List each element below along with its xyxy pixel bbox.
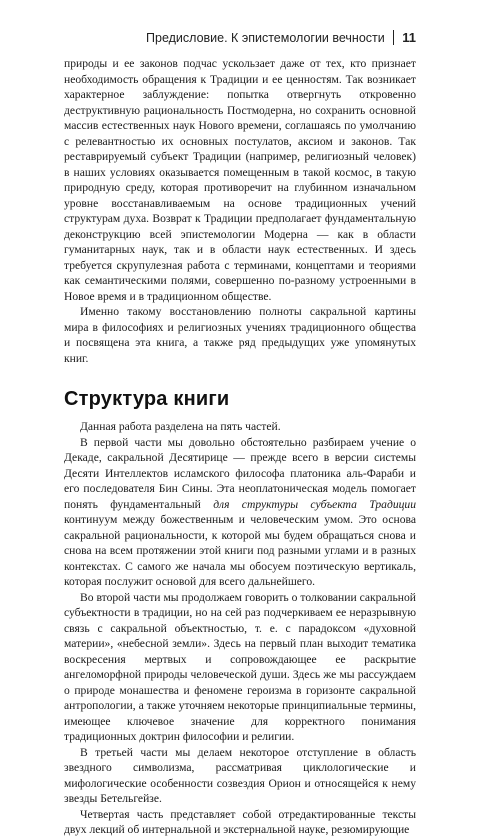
emphasis-text: для структуры субъекта Традиции: [213, 497, 417, 511]
section-paragraph: Данная работа разделена на пять частей.: [80, 420, 281, 433]
section-paragraph: В третьей части мы делаем некоторое отступление в область звездного символизма, рассматривая циклологические и мифологические особенности созвездия Орион и относящейся к нему звезды Бетельгейзе.: [64, 745, 416, 805]
page-number: 11: [402, 30, 416, 45]
section-paragraph: Во второй части мы продолжаем говорить о толковании сакральной субъектности в традиции, но на сей раз подчеркиваем ее неразрывную связь с сакральной объектностью, т. е. с парадоксом «духовной материи», «небесной земли». Здесь на первый план выходит тематика воскресения мертвых и сопровождающее ее раскрытие ангеломорфной природы человеческой души. Здесь же мы рассуждаем о природе монашества и феномене героизма в горизонте сакральной антропологии, а также уточняем некоторые принципиальные термины, имеющее ключевое значение для корректного понимания традиционных доктрин философии и религии.: [64, 590, 416, 743]
section-paragraph: Четвертая часть представляет собой отредактированные тексты двух лекций об интернальной и экстернальной науке, резюмирующие: [64, 807, 416, 836]
intro-paragraph: Именно такому восстановлению полноты сакральной картины мира в философиях и религиозных учениях традиционного общества и посвящена эта книга, а также ряд предыдущих уже упомянутых книг.: [64, 305, 416, 365]
header-separator: [393, 30, 395, 45]
section-heading: Структура книги: [64, 388, 230, 410]
running-title: Предисловие. К эпистемологии вечности: [146, 30, 385, 45]
section-text: континуум между божественным и человеческим умом. Это основа сакральной рациональности, к которой мы будем обращаться снова и снова на всем протяжении этой книги под разными углами и в разных контекстах. С самого же начала мы обосуем поэтическую вертикаль, которая послужит основой для всего дальнейшего.: [64, 513, 416, 588]
section-text: В первой части мы довольно обстоятельно разбираем учение о Декаде, сакральной Десятирице — прежде всего в версии системы Десяти Интеллектов исламского философа платоника аль-Фараби и его последователя Бин Сины. Эта неоплатоническая модель помогает понять фундаментальный: [64, 435, 416, 511]
intro-paragraph: природы и ее законов подчас ускользает даже от тех, кто признает необходимость обращения к Традиции и ее ценностям. Так возникает характерное заблуждение: попытка отвергнуть откровенно деструктивную рациональность Постмодерна, но сохранить основной массив естественных наук Нового времени, соглашаясь по умолчанию с релевантностью их основных постулатов, аксиом и законов. Так реставрируемый субъект Традиции (например, религиозный человек) в наших условиях оказывается помещенным в такой космос, в такую природную среду, которая противоречит на глубинном изначальном уровне восстанавливаемым на основе традиционных учений структурам духа. Возврат к Традиции предполагает фундаментальную деконструкцию всей эпистемологии Модерна — как в области гуманитарных наук, так и в области наук естественных. И здесь требуется скрупулезная работа с терминами, концептами и теориями как семантическими полями, совершенно по-разному устроенными в Новое время и в традиционном обществе.: [64, 57, 416, 303]
section-paragraph: [64, 435, 416, 590]
page-body: [64, 56, 416, 838]
running-header: [146, 30, 416, 45]
